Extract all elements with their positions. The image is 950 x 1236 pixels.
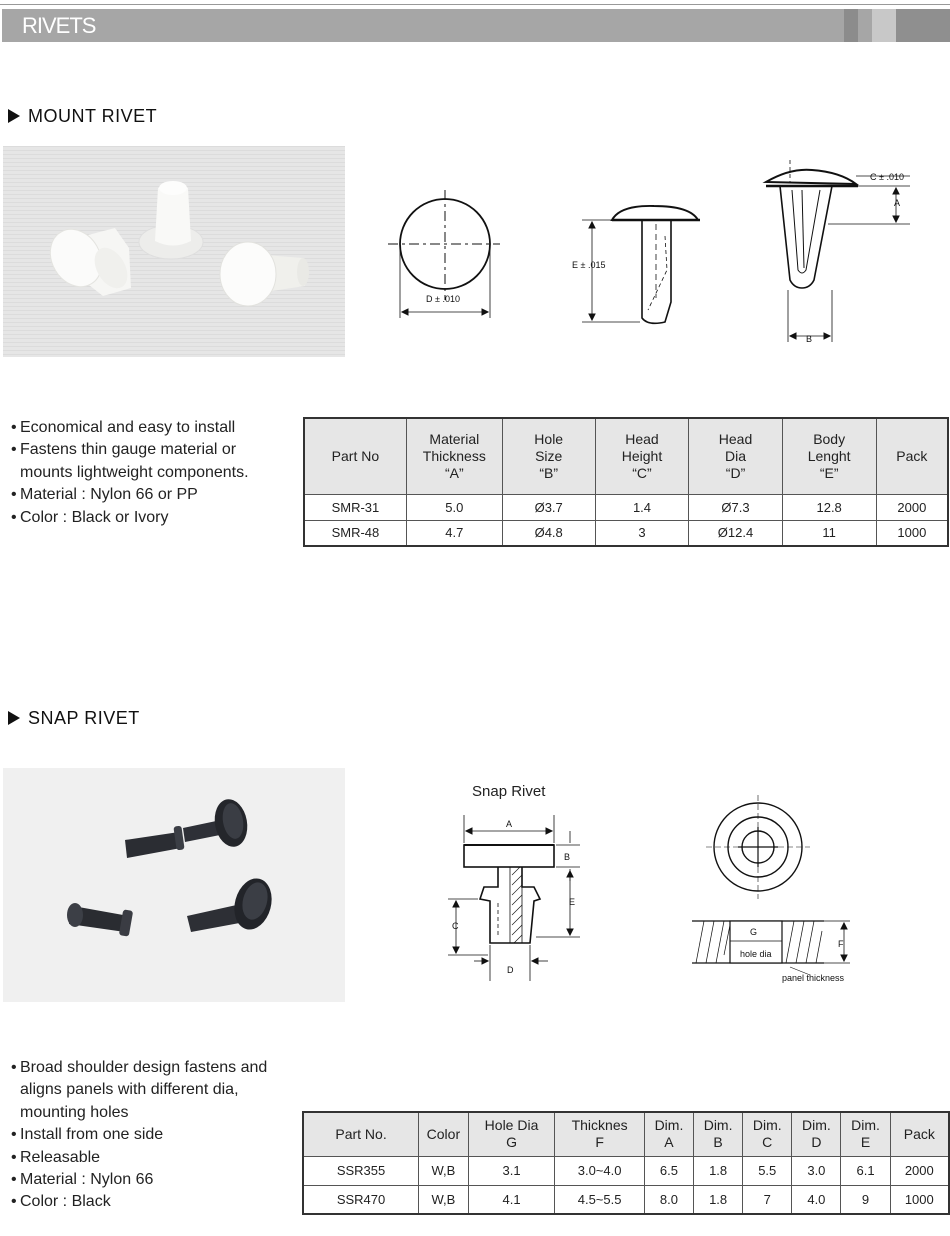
snap-header-line: Part No. [335, 1125, 387, 1142]
header-accent-block [844, 9, 858, 42]
snap-table-cell: W,B [419, 1185, 469, 1214]
mount-table-cell: SMR-31 [304, 494, 406, 520]
snap-table-cell: 4.5~5.5 [555, 1185, 645, 1214]
snap-table-cell: W,B [419, 1156, 469, 1185]
mount-table-cell: 12.8 [782, 494, 876, 520]
mount-header-line: “A” [444, 464, 464, 481]
snap-table-cell: SSR470 [303, 1185, 419, 1214]
snap-header-line: B [713, 1134, 723, 1151]
snap-header-line: A [664, 1134, 674, 1151]
snap-table-cell: 4.0 [792, 1185, 841, 1214]
table-row [304, 494, 948, 520]
page-title: RIVETS [22, 13, 96, 38]
snap-rivet-top-view [706, 795, 810, 899]
snap-header-cell [303, 1112, 419, 1156]
snap-header-cell [890, 1112, 949, 1156]
mount-table-cell: Ø7.3 [689, 494, 782, 520]
mount-header-cell [876, 418, 948, 494]
mount-header-cell [304, 418, 406, 494]
mount-rivet-drawings [380, 150, 940, 360]
snap-header-line: E [860, 1134, 871, 1151]
feature-item: • Color : Black [8, 1191, 293, 1213]
mount-rivet-front-view [766, 160, 910, 342]
snap-dim-c-label: C [452, 921, 459, 931]
snap-table-cell: 5.5 [743, 1156, 792, 1185]
mount-table-cell: 2000 [876, 494, 948, 520]
mount-table-cell: 4.7 [406, 520, 502, 546]
snap-table-cell: 6.5 [644, 1156, 693, 1185]
table-row [303, 1185, 949, 1214]
snap-header-cell [841, 1112, 890, 1156]
hole-dia-label: hole dia [740, 949, 772, 959]
snap-dim-d-label: D [507, 965, 514, 975]
mount-header-cell [406, 418, 502, 494]
mount-table-cell: Ø3.7 [502, 494, 595, 520]
snap-header-line: Dim. [703, 1117, 733, 1134]
mount-header-line: “C” [632, 464, 652, 481]
snap-header-cell [792, 1112, 841, 1156]
mount-header-line: Body [813, 430, 846, 447]
snap-header-line: G [506, 1134, 517, 1151]
snap-header-cell [555, 1112, 645, 1156]
feature-item: • Releasable [8, 1147, 293, 1169]
mount-rivet-photo [3, 146, 345, 357]
snap-dim-f-label: F [838, 939, 844, 949]
snap-rivet-drawings [430, 775, 880, 995]
mount-rivet-title-text: MOUNT RIVET [28, 106, 158, 126]
snap-header-line: Hole Dia [484, 1117, 539, 1134]
feature-item: • Material : Nylon 66 [8, 1169, 293, 1191]
mount-header-line: Dia [725, 447, 747, 464]
snap-rivet-photo [3, 768, 345, 1002]
mount-header-line: Height [621, 447, 663, 464]
snap-header-line: Dim. [851, 1117, 880, 1134]
snap-dim-a-label: A [506, 819, 513, 829]
mount-table-cell: 1.4 [595, 494, 689, 520]
mount-header-line: Pack [896, 447, 928, 464]
feature-item: • Install from one side [8, 1124, 293, 1146]
mount-header-line: Lenght [807, 447, 851, 464]
mount-header-cell [502, 418, 595, 494]
snap-header-cell [694, 1112, 743, 1156]
snap-header-line: F [595, 1134, 604, 1151]
snap-header-cell [419, 1112, 469, 1156]
mount-header-line: Part No [331, 447, 380, 464]
snap-header-cell [644, 1112, 693, 1156]
mount-table-cell: 1000 [876, 520, 948, 546]
snap-table-cell: 1.8 [694, 1185, 743, 1214]
snap-table-cell: 6.1 [841, 1156, 890, 1185]
mount-rivet-spec-table [303, 417, 949, 547]
header-accent-block [872, 9, 896, 42]
snap-table-cell: 7 [743, 1185, 792, 1214]
mount-table-cell: 5.0 [406, 494, 502, 520]
dim-a-label: A [894, 198, 901, 208]
mount-table-cell: SMR-48 [304, 520, 406, 546]
triangle-bullet-icon [8, 109, 20, 123]
snap-rivet-features [8, 1057, 293, 1214]
snap-table-cell: 3.1 [468, 1156, 555, 1185]
snap-header-line: Dim. [654, 1117, 684, 1134]
mount-header-line: “B” [539, 464, 559, 481]
mount-table-cell: Ø12.4 [689, 520, 782, 546]
mount-header-line: Material [429, 430, 480, 447]
header-bar [2, 9, 950, 42]
snap-table-cell: SSR355 [303, 1156, 419, 1185]
mount-header-line: Thickness [422, 447, 486, 464]
snap-table-cell: 1000 [890, 1185, 949, 1214]
table-row [304, 520, 948, 546]
mount-rivet-features [8, 417, 288, 529]
panel-thickness-label: panel thickness [782, 973, 845, 983]
snap-table-cell: 2000 [890, 1156, 949, 1185]
snap-table-cell: 8.0 [644, 1185, 693, 1214]
mount-header-cell [595, 418, 689, 494]
snap-header-line: Dim. [801, 1117, 831, 1134]
snap-header-line: Color [426, 1125, 461, 1142]
feature-item: • Economical and easy to install [8, 417, 288, 439]
snap-header-line: C [762, 1134, 773, 1151]
snap-dim-b-label: B [564, 852, 571, 862]
mount-header-line: “E” [819, 464, 839, 481]
snap-header-cell [743, 1112, 792, 1156]
triangle-bullet-icon [8, 711, 20, 725]
snap-header-line: Dim. [752, 1117, 782, 1134]
mount-header-line: Head [718, 430, 753, 447]
mount-header-cell [689, 418, 782, 494]
mount-table-cell: 3 [595, 520, 689, 546]
snap-rivet-section-title [8, 708, 140, 729]
dim-e-label: E ± .015 [572, 260, 606, 270]
mount-header-cell [782, 418, 876, 494]
top-rule [0, 4, 950, 5]
snap-header-line: D [811, 1134, 822, 1151]
snap-table-cell: 1.8 [694, 1156, 743, 1185]
snap-table-cell: 9 [841, 1185, 890, 1214]
panel-section-view [692, 921, 850, 975]
snap-dim-e-label: E [569, 897, 576, 907]
snap-dim-g-label: G [750, 927, 758, 937]
feature-item: • Broad shoulder design fastens and aligns panels with different dia, mounting holes [8, 1057, 293, 1124]
feature-item: • Fastens thin gauge material or mounts lightweight components. [8, 439, 288, 484]
mount-table-cell: 11 [782, 520, 876, 546]
header-accent-block [896, 9, 950, 42]
feature-item: • Material : Nylon 66 or PP [8, 484, 288, 506]
snap-header-line: Pack [903, 1125, 935, 1142]
mount-table-cell: Ø4.8 [502, 520, 595, 546]
dim-d-label: D ± .010 [426, 294, 460, 304]
mount-rivet-section-title [8, 106, 157, 127]
snap-table-cell: 3.0 [792, 1156, 841, 1185]
mount-header-line: Size [535, 447, 563, 464]
mount-header-line: Hole [534, 430, 564, 447]
mount-header-line: “D” [725, 464, 746, 481]
dim-c-label: C ± .010 [870, 172, 904, 182]
snap-rivet-diagram-title: Snap Rivet [472, 783, 546, 800]
snap-rivet-spec-table [302, 1111, 950, 1215]
snap-table-cell: 4.1 [468, 1185, 555, 1214]
snap-rivet-section-view [448, 815, 580, 981]
feature-item: • Color : Black or Ivory [8, 507, 288, 529]
snap-rivet-title-text: SNAP RIVET [28, 708, 140, 728]
table-row [303, 1156, 949, 1185]
mount-header-line: Head [625, 430, 659, 447]
snap-table-cell: 3.0~4.0 [555, 1156, 645, 1185]
snap-header-cell [468, 1112, 555, 1156]
snap-header-line: Thicknes [571, 1117, 628, 1134]
dim-b-label: B [806, 334, 813, 344]
